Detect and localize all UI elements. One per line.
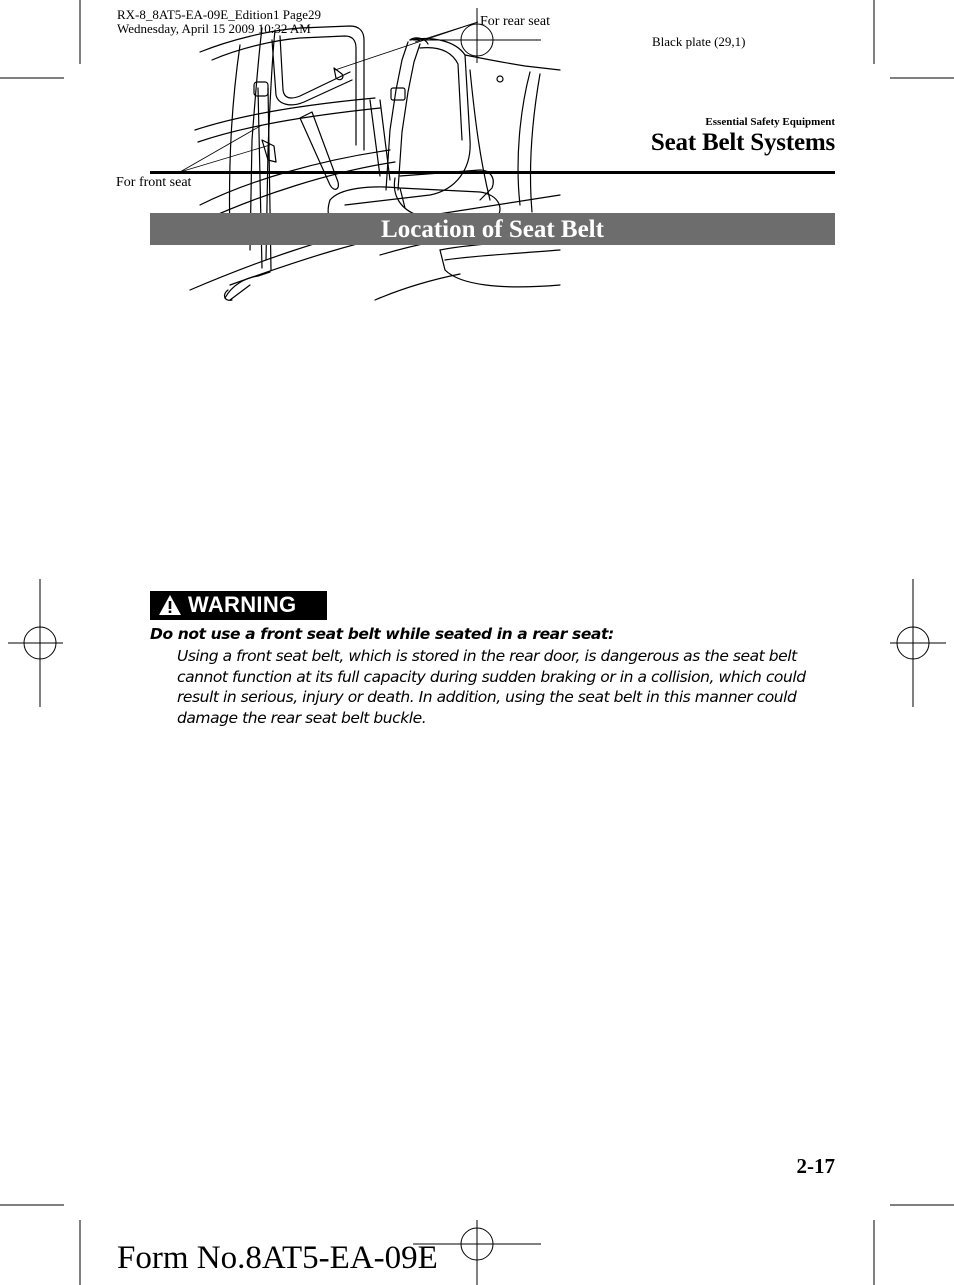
label-front-seat: For front seat: [116, 175, 192, 190]
print-info-line-2: Wednesday, April 15 2009 10:32 AM: [117, 21, 311, 36]
page-number: 2-17: [796, 1154, 835, 1178]
label-rear-seat: For rear seat: [480, 14, 550, 29]
registration-mark-left: [8, 579, 63, 707]
title-rule: [150, 171, 835, 174]
plate-label: Black plate (29,1): [652, 34, 746, 49]
print-info-line-1: RX-8_8AT5-EA-09E_Edition1 Page29: [117, 7, 322, 22]
warning-triangle-icon: [158, 594, 182, 616]
warning-badge: [150, 591, 327, 620]
warning-badge-label: WARNING: [188, 592, 297, 617]
registration-mark-right: [890, 579, 946, 707]
warning-body: Using a front seat belt, which is stored in the rear door, is dangerous as the seat belt cannot function at its full capacity during sudden braking or in a collision, which could result in serious, injury or death. In addition, using the seat belt in this manner could damage the rear seat belt buckle.: [177, 647, 806, 728]
chapter-title: Seat Belt Systems: [650, 129, 835, 156]
section-banner: Location of Seat Belt: [150, 213, 835, 245]
print-info: [117, 8, 321, 36]
warning-heading: Do not use a front seat belt while seated in a rear seat:: [150, 625, 614, 643]
form-number: Form No.8AT5-EA-09E: [117, 1240, 438, 1276]
registration-mark-top: [413, 8, 541, 63]
section-label: Essential Safety Equipment: [705, 116, 835, 128]
